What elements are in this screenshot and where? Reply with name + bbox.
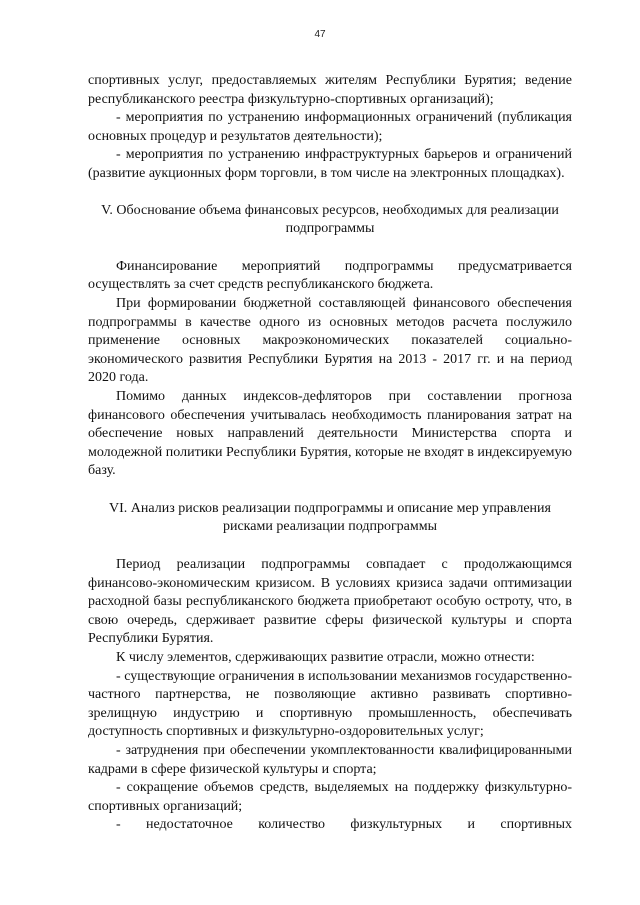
page-number: 47	[314, 29, 326, 40]
section-5-heading: V. Обоснование объема финансовых ресурсов, необходимых для реализации подпрограммы	[101, 202, 559, 237]
section-6-list-item: - существующие ограничения в использовании механизмов государственно-частного партнерства, не позволяющие активно развивать спортивно-зрелищную индустрию и спортивную промышленность, обеспечивать доступность спортивных и физкультурно-оздоровительных услуг;	[88, 668, 572, 740]
section-6-list-item: - недостаточное количество физкультурных и спортивных	[116, 817, 572, 833]
section-5-paragraph: Помимо данных индексов-дефляторов при составлении прогноза финансового обеспечения учитывалась необходимость планирования затрат на обеспечение новых направлений деятельности Министерства спорта и молодежной политики Республики Бурятия, которые не входят в индексируемую базу.	[88, 388, 572, 479]
list-item-info-barriers: - мероприятия по устранению информационных ограничений (публикация основных процедур и результатов деятельности);	[88, 110, 572, 144]
list-item-infra-barriers: - мероприятия по устранению инфраструктурных барьеров и ограничений (развитие аукционных форм торговли, в том числе на электронных площадках).	[88, 147, 572, 181]
document-body	[88, 72, 572, 835]
section-6-paragraph: Период реализации подпрограммы совпадает с продолжающимся финансово-экономическим кризисом. В условиях кризиса задачи оптимизации расходной базы республиканского бюджета приобретают особую остроту, что, в свою очередь, сдерживает развитие сферы физической культуры и спорта Республики Бурятия.	[88, 557, 572, 647]
section-6-paragraph: К числу элементов, сдерживающих развитие отрасли, можно отнести:	[116, 650, 535, 666]
section-5-paragraph: При формировании бюджетной составляющей финансового обеспечения подпрограммы в качестве одного из основных методов расчета послужило применение основных макроэкономических показателей социально-экономического развития Республики Бурятия на 2013 - 2017 гг. и на период 2020 года.	[88, 295, 572, 386]
section-5-paragraph: Финансирование мероприятий подпрограммы предусматривается осуществлять за счет средств республиканского бюджета.	[88, 258, 572, 293]
section-6-heading: VI. Анализ рисков реализации подпрограммы и описание мер управления рисками реализации подпрограммы	[109, 500, 551, 535]
section-6-list-item: - затруднения при обеспечении укомплектованности квалифицированными кадрами в сфере физической культуры и спорта;	[88, 743, 572, 777]
paragraph-continuation: спортивных услуг, предоставляемых жителям Республики Бурятия; ведение республиканского реестра физкультурно-спортивных организаций);	[88, 73, 572, 107]
section-6-list-item: - сокращение объемов средств, выделяемых на поддержку физкультурно-спортивных организаций;	[88, 780, 572, 814]
